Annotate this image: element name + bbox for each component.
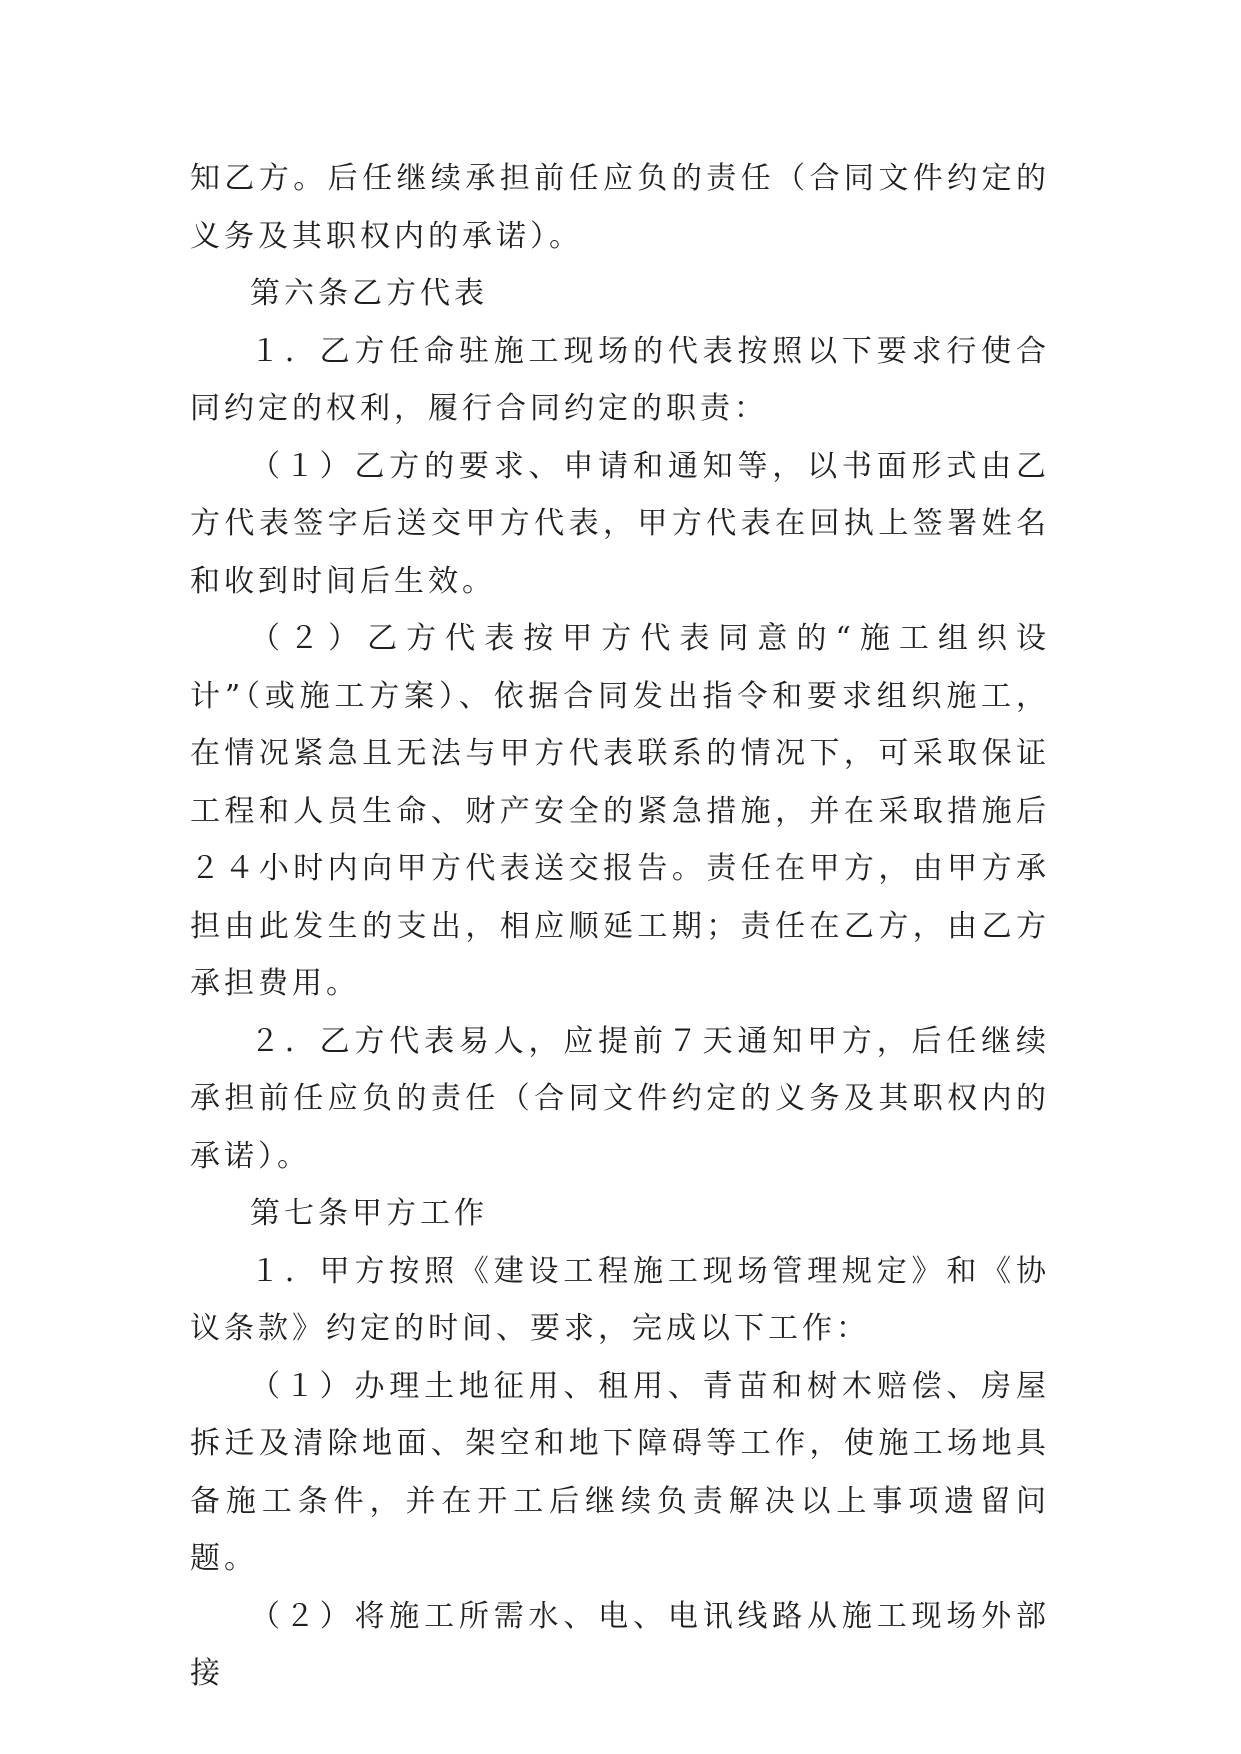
paragraph-article-6-item-1-sub-2: （２）乙方代表按甲方代表同意的“施工组织设计”（或施工方案）、依据合同发出指令和要求组织施工，在情况紧急且无法与甲方代表联系的情况下，可采取保证工程和人员生命、财产安全的紧急措施，并在采取措施后２４小时内向甲方代表送交报告。责任在甲方，由甲方承担由此发生的支出，相应顺延工期；责任在乙方，由乙方承担费用。: [190, 621, 1050, 1001]
paragraph-article-6-item-2: ２．乙方代表易人，应提前７天通知甲方，后任继续承担前任应负的责任（合同文件约定的义务及其职权内的承诺）。: [190, 1023, 1050, 1174]
section-heading-article-6: 第六条乙方代表: [250, 276, 488, 311]
paragraph-article-7-item-1-sub-1: （１）办理土地征用、租用、青苗和树木赔偿、房屋拆迁及清除地面、架空和地下障碍等工作，使施工场地具备施工条件，并在开工后继续负责解决以上事项遗留问题。: [190, 1368, 1050, 1576]
paragraph-continuation: 知乙方。后任继续承担前任应负的责任（合同文件约定的义务及其职权内的承诺）。: [190, 161, 1050, 254]
paragraph-article-7-item-1-sub-2: （２）将施工所需水、电、电讯线路从施工现场外部接: [190, 1598, 1050, 1691]
document-body: [190, 150, 1050, 1703]
paragraph-article-6-item-1: １．乙方任命驻施工现场的代表按照以下要求行使合同约定的权利，履行合同约定的职责：: [190, 333, 1050, 426]
section-heading-article-7: 第七条甲方工作: [250, 1196, 488, 1231]
paragraph-article-6-item-1-sub-1: （１）乙方的要求、申请和通知等，以书面形式由乙方代表签字后送交甲方代表，甲方代表在回执上签署姓名和收到时间后生效。: [190, 448, 1050, 599]
paragraph-article-7-item-1: １．甲方按照《建设工程施工现场管理规定》和《协议条款》约定的时间、要求，完成以下工作：: [190, 1253, 1050, 1346]
